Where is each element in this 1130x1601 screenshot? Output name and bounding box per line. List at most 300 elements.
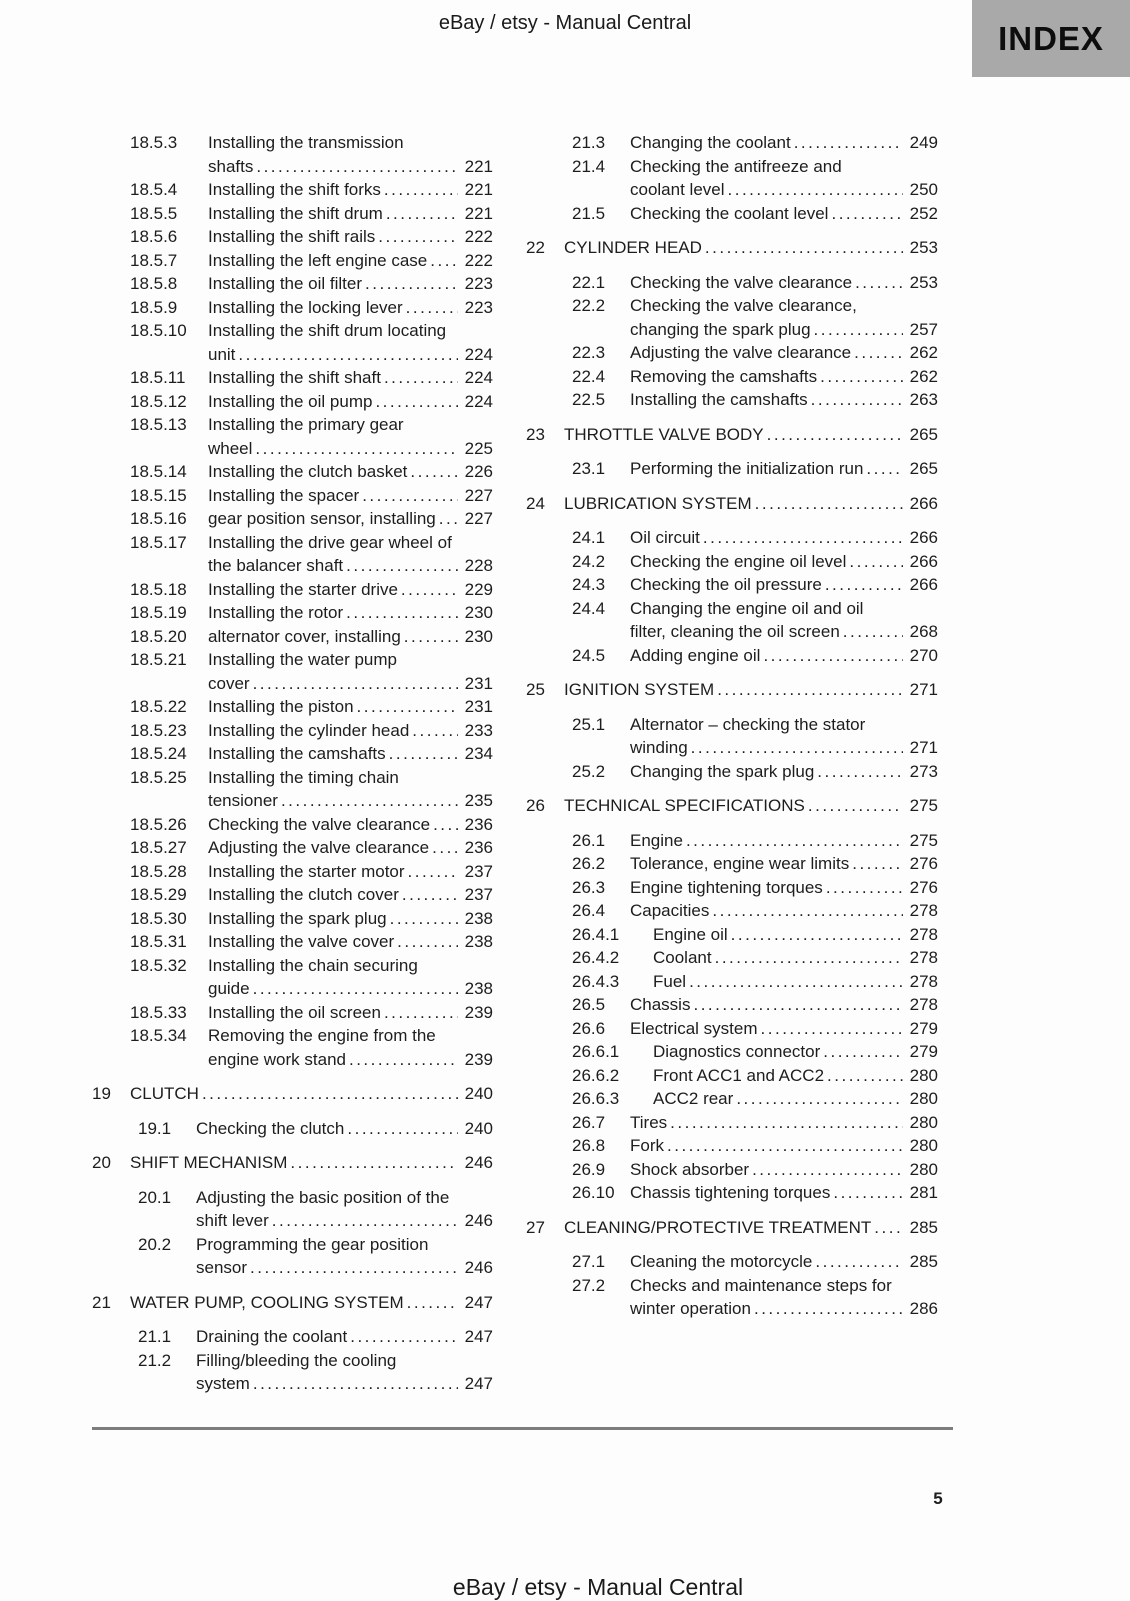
page-number: 5 — [933, 1489, 943, 1508]
entry-title: Checking the coolant level — [630, 203, 829, 223]
toc-entry — [526, 492, 938, 516]
entry-page-ref: 223 — [464, 274, 493, 293]
entry-page-ref: 279 — [909, 1042, 938, 1061]
entry-number: 26.6.3 — [572, 1089, 620, 1108]
dot-leader — [703, 526, 903, 550]
entry-page-ref: 230 — [464, 626, 493, 646]
toc-entry — [92, 742, 493, 766]
entry-title: Capacities — [630, 901, 710, 920]
dot-leader — [272, 1209, 458, 1233]
entry-title: Installing the oil screen — [208, 1002, 381, 1022]
entry-title: Front ACC1 and ACC2 — [653, 1065, 825, 1085]
entry-title: WATER PUMP, COOLING SYSTEM — [130, 1292, 404, 1312]
toc-entry — [526, 946, 938, 970]
entry-page-ref: 271 — [909, 680, 938, 699]
entry-title: Fuel — [653, 971, 687, 991]
toc-entry — [526, 423, 938, 447]
dot-leader — [253, 1372, 458, 1396]
entry-title: Chassis — [630, 995, 691, 1014]
entry-title-line: Changing the engine oil and oil — [630, 598, 864, 618]
toc-entry — [92, 249, 493, 273]
entry-number: 18.5.34 — [130, 1026, 187, 1045]
toc-entry — [92, 366, 493, 390]
toc-entry — [92, 1024, 493, 1071]
entry-title: engine work stand — [208, 1049, 346, 1069]
entry-number: 18.5.13 — [130, 415, 187, 434]
entry-page-ref: 253 — [909, 272, 938, 292]
entry-title: Engine oil — [653, 924, 728, 944]
dot-leader — [350, 1325, 458, 1349]
dot-leader — [281, 789, 458, 813]
toc-entry — [92, 1325, 493, 1349]
dot-leader — [238, 343, 458, 367]
toc-entry — [526, 1216, 938, 1240]
dot-leader — [256, 155, 458, 179]
entry-page-ref: 265 — [909, 459, 938, 478]
entry-title: Installing the locking lever — [208, 297, 403, 317]
entry-title: Installing the shift forks — [208, 180, 381, 199]
dot-leader — [686, 829, 903, 853]
entry-number: 20.2 — [138, 1234, 172, 1254]
entry-number: 22.4 — [572, 366, 606, 386]
toc-entry — [526, 388, 938, 412]
dot-leader — [736, 1087, 903, 1111]
entry-page-ref: 247 — [464, 1327, 493, 1346]
toc-entry — [526, 457, 938, 481]
entry-title: Adjusting the valve clearance — [208, 838, 430, 857]
entry-title-line: Checking the valve clearance, — [630, 296, 857, 315]
entry-page-ref: 235 — [464, 791, 493, 810]
dot-leader — [712, 899, 903, 923]
entry-page-ref: 234 — [464, 744, 493, 763]
entry-number: 21.2 — [138, 1350, 172, 1370]
toc-entry — [92, 296, 493, 320]
toc-entry — [92, 930, 493, 954]
dot-leader — [767, 423, 903, 447]
entry-number: 18.5.8 — [130, 274, 178, 293]
toc-entry — [92, 202, 493, 226]
entry-title: shift lever — [196, 1211, 269, 1230]
toc-entry — [526, 526, 938, 550]
entry-number: 18.5.10 — [130, 321, 187, 340]
entry-number: 18.5.14 — [130, 462, 187, 481]
toc-entry — [526, 876, 938, 900]
dot-leader — [390, 907, 458, 931]
toc-entry — [92, 625, 493, 649]
toc-entry — [526, 202, 938, 226]
entry-number: 24.1 — [572, 528, 606, 547]
entry-page-ref: 275 — [909, 830, 938, 850]
entry-page-ref: 223 — [464, 297, 493, 317]
entry-page-ref: 222 — [464, 250, 493, 270]
entry-page-ref: 280 — [909, 1136, 938, 1155]
entry-page-ref: 231 — [464, 697, 493, 716]
toc-entry — [526, 131, 938, 155]
toc-entry — [526, 236, 938, 260]
entry-title: winter operation — [630, 1299, 751, 1318]
toc-entry — [526, 829, 938, 853]
toc-entry — [526, 923, 938, 947]
entry-page-ref: 266 — [909, 551, 938, 571]
entry-number: 22.2 — [572, 296, 606, 315]
entry-page-ref: 221 — [464, 180, 493, 199]
entry-title: Shock absorber — [630, 1159, 750, 1179]
dot-leader — [826, 876, 903, 900]
dot-leader — [815, 1250, 903, 1274]
entry-number: 24.2 — [572, 551, 606, 571]
entry-number: 21.3 — [572, 133, 606, 152]
index-tab-label: INDEX — [998, 19, 1104, 57]
entry-number: 25.2 — [572, 761, 606, 781]
entry-number: 26.6 — [572, 1018, 606, 1038]
entry-title: winding — [630, 738, 688, 757]
toc-entry — [526, 365, 938, 389]
entry-page-ref: 237 — [464, 885, 493, 904]
entry-page-ref: 278 — [909, 924, 938, 944]
entry-page-ref: 266 — [909, 575, 938, 594]
entry-page-ref: 280 — [909, 1065, 938, 1085]
dot-leader — [849, 550, 903, 574]
entry-number: 26.8 — [572, 1136, 606, 1155]
toc-entry — [92, 954, 493, 1001]
entry-number: 26.4 — [572, 901, 606, 920]
entry-title: Installing the starter drive — [208, 579, 398, 599]
entry-page-ref: 227 — [464, 485, 493, 505]
entry-number: 18.5.19 — [130, 603, 187, 622]
entry-page-ref: 227 — [464, 509, 493, 528]
toc-entry — [92, 766, 493, 813]
entry-page-ref: 271 — [909, 738, 938, 757]
entry-title: THROTTLE VALVE BODY — [564, 424, 764, 444]
entry-number: 22 — [526, 238, 545, 257]
dot-leader — [347, 1117, 458, 1141]
dot-leader — [731, 923, 903, 947]
entry-title: Engine tightening torques — [630, 877, 823, 897]
entry-number: 22.1 — [572, 272, 606, 292]
toc-entry — [526, 1087, 938, 1111]
entry-title: alternator cover, installing — [208, 626, 401, 646]
entry-title: sensor — [196, 1258, 248, 1277]
entry-number: 26.1 — [572, 830, 606, 850]
dot-leader — [432, 836, 458, 860]
entry-number: 26.6.1 — [572, 1042, 620, 1061]
entry-title-line: Installing the primary gear — [208, 415, 404, 434]
toc-entry — [92, 578, 493, 602]
entry-title-line: Adjusting the basic position of the — [196, 1187, 450, 1207]
dot-leader — [752, 1158, 903, 1182]
entry-number: 18.5.15 — [130, 485, 187, 505]
entry-title: Chassis tightening torques — [630, 1183, 831, 1202]
entry-number: 24.5 — [572, 645, 606, 665]
toc-entry — [92, 319, 493, 366]
dot-leader — [407, 1291, 458, 1315]
entry-page-ref: 275 — [909, 796, 938, 815]
dot-leader — [401, 578, 458, 602]
entry-number: 26.9 — [572, 1159, 606, 1179]
dot-leader — [693, 993, 903, 1017]
entry-page-ref: 247 — [464, 1292, 493, 1312]
entry-title: Checking the valve clearance — [630, 272, 853, 292]
dot-leader — [365, 272, 458, 296]
dot-leader — [290, 1151, 458, 1175]
entry-number: 18.5.18 — [130, 579, 187, 599]
entry-title: Checking the oil pressure — [630, 575, 822, 594]
entry-title: Installing the spark plug — [208, 908, 387, 928]
entry-page-ref: 229 — [464, 579, 493, 599]
toc-entry — [92, 507, 493, 531]
entry-page-ref: 279 — [909, 1018, 938, 1038]
entry-page-ref: 252 — [909, 203, 938, 223]
entry-page-ref: 238 — [464, 932, 493, 951]
entry-title: Installing the starter motor — [208, 861, 405, 881]
index-tab — [972, 0, 1130, 77]
entry-title-line: Alternator – checking the stator — [630, 714, 866, 734]
toc-entry — [526, 1017, 938, 1041]
entry-number: 20.1 — [138, 1187, 172, 1207]
toc-entry — [92, 883, 493, 907]
dot-leader — [728, 178, 903, 202]
dot-leader — [794, 131, 903, 155]
entry-title: unit — [208, 344, 236, 364]
entry-page-ref: 278 — [909, 995, 938, 1014]
entry-title: Installing the camshafts — [630, 390, 808, 409]
entry-page-ref: 276 — [909, 877, 938, 897]
dot-leader — [362, 484, 458, 508]
dot-leader — [689, 970, 903, 994]
entry-number: 26.2 — [572, 854, 606, 873]
entry-number: 18.5.3 — [130, 133, 178, 152]
toc-entry — [526, 852, 938, 876]
toc-entry — [526, 760, 938, 784]
entry-number: 18.5.6 — [130, 227, 178, 246]
toc-entry — [92, 390, 493, 414]
entry-number: 18.5.29 — [130, 885, 187, 904]
entry-number: 27 — [526, 1217, 545, 1237]
entry-title: Cleaning the motorcycle — [630, 1252, 813, 1271]
entry-title: LUBRICATION SYSTEM — [564, 493, 752, 513]
toc-entry — [526, 1064, 938, 1088]
entry-title: CLUTCH — [130, 1084, 199, 1103]
entry-number: 18.5.16 — [130, 509, 187, 528]
entry-number: 18.5.31 — [130, 932, 187, 951]
toc-entry — [92, 225, 493, 249]
dot-leader — [820, 365, 903, 389]
toc-entry — [92, 813, 493, 837]
entry-number: 24.3 — [572, 575, 606, 594]
entry-page-ref: 262 — [909, 366, 938, 386]
entry-number: 26.4.2 — [572, 948, 620, 967]
entry-title: gear position sensor, installing — [208, 509, 436, 528]
entry-title-line: Programming the gear position — [196, 1234, 429, 1254]
dot-leader — [823, 1040, 903, 1064]
dot-leader — [386, 202, 458, 226]
entry-number: 18.5.4 — [130, 180, 178, 199]
dot-leader — [808, 794, 903, 818]
dot-leader — [250, 1256, 458, 1280]
dot-leader — [375, 390, 458, 414]
entry-number: 18.5.21 — [130, 650, 187, 669]
entry-number: 18.5.25 — [130, 767, 187, 787]
dot-leader — [439, 507, 458, 531]
dot-leader — [817, 760, 903, 784]
entry-title: ACC2 rear — [653, 1089, 734, 1108]
dot-leader — [378, 225, 458, 249]
dot-leader — [717, 678, 903, 702]
entry-title: IGNITION SYSTEM — [564, 680, 715, 699]
entry-title: Installing the rotor — [208, 603, 344, 622]
dot-leader — [833, 1181, 903, 1205]
toc-entry — [526, 1181, 938, 1205]
toc-entry — [526, 341, 938, 365]
entry-title-line: Checking the antifreeze and — [630, 156, 842, 176]
toc-entry — [92, 1001, 493, 1025]
entry-number: 26 — [526, 796, 545, 815]
dot-leader — [408, 860, 458, 884]
entry-page-ref: 257 — [909, 319, 938, 339]
entry-page-ref: 228 — [464, 556, 493, 575]
entry-title: guide — [208, 979, 250, 998]
dot-leader — [253, 977, 458, 1001]
entry-page-ref: 286 — [909, 1299, 938, 1318]
entry-page-ref: 225 — [464, 438, 493, 458]
entry-page-ref: 262 — [909, 343, 938, 362]
entry-title: Installing the oil filter — [208, 274, 363, 293]
entry-title: wheel — [208, 438, 253, 458]
toc-entry — [92, 695, 493, 719]
entry-page-ref: 278 — [909, 971, 938, 991]
toc-entry — [92, 1151, 493, 1175]
dot-leader — [811, 388, 903, 412]
entry-number: 24 — [526, 493, 545, 513]
toc-entry — [92, 1233, 493, 1280]
dot-leader — [202, 1082, 458, 1106]
toc-entry — [92, 460, 493, 484]
entry-number: 24.4 — [572, 598, 606, 618]
toc-entry — [526, 155, 938, 202]
dot-leader — [384, 1001, 458, 1025]
entry-title: tensioner — [208, 791, 278, 810]
entry-page-ref: 250 — [909, 180, 938, 199]
entry-number: 26.3 — [572, 877, 606, 897]
entry-title: Changing the coolant — [630, 133, 791, 152]
dot-leader — [754, 1297, 903, 1321]
entry-number: 26.4.1 — [572, 924, 620, 944]
entry-number: 18.5.11 — [130, 368, 186, 387]
entry-number: 19.1 — [138, 1118, 172, 1138]
entry-title: CLEANING/PROTECTIVE TREATMENT — [564, 1217, 872, 1237]
header-title: eBay / etsy - Manual Central — [438, 12, 692, 34]
entry-number: 18.5.28 — [130, 861, 187, 881]
entry-page-ref: 280 — [909, 1112, 938, 1132]
toc-entry — [526, 678, 938, 702]
entry-number: 25.1 — [572, 714, 606, 734]
dot-leader — [384, 366, 458, 390]
entry-number: 21.1 — [138, 1327, 172, 1346]
entry-title-line: Installing the timing chain — [208, 767, 399, 787]
entry-page-ref: 246 — [464, 1258, 493, 1277]
entry-page-ref: 280 — [909, 1159, 938, 1179]
entry-page-ref: 270 — [909, 645, 938, 665]
entry-page-ref: 224 — [464, 391, 493, 411]
entry-title: Installing the cylinder head — [208, 720, 410, 740]
toc-entry — [92, 1186, 493, 1233]
toc-entry — [526, 294, 938, 341]
toc-entry — [92, 272, 493, 296]
entry-title: Tires — [630, 1112, 668, 1132]
entry-title: Diagnostics connector — [653, 1042, 821, 1061]
dot-leader — [825, 573, 903, 597]
dot-leader — [874, 1216, 903, 1240]
entry-title: filter, cleaning the oil screen — [630, 622, 840, 641]
entry-number: 18.5.27 — [130, 838, 187, 857]
toc-entry — [526, 1134, 938, 1158]
entry-number: 26.7 — [572, 1112, 606, 1132]
entry-title: Installing the clutch basket — [208, 462, 408, 481]
dot-leader — [384, 178, 458, 202]
entry-title: Tolerance, engine wear limits — [630, 854, 850, 873]
entry-title-line: Filling/bleeding the cooling — [196, 1350, 397, 1370]
footer-divider-line — [92, 1427, 953, 1430]
dot-leader — [866, 457, 903, 481]
entry-title: Draining the coolant — [196, 1327, 348, 1346]
dot-leader — [349, 1048, 458, 1072]
entry-number: 18.5.23 — [130, 720, 187, 740]
toc-entry — [92, 907, 493, 931]
entry-number: 22.5 — [572, 390, 606, 409]
toc-entry — [526, 1040, 938, 1064]
entry-title: Installing the shift shaft — [208, 368, 381, 387]
dot-leader — [814, 318, 903, 342]
toc-entry — [526, 597, 938, 644]
dot-leader — [705, 236, 903, 260]
entry-number: 19 — [92, 1084, 111, 1103]
toc-entry — [92, 1082, 493, 1106]
toc-entry — [92, 131, 493, 178]
toc-column-left — [92, 131, 493, 1396]
entry-title: Fork — [630, 1136, 664, 1155]
dot-leader — [715, 946, 903, 970]
dot-leader — [346, 601, 458, 625]
entry-title: Coolant — [653, 948, 712, 967]
toc-column-right — [526, 131, 938, 1396]
entry-title-line: Removing the engine from the — [208, 1026, 436, 1045]
entry-page-ref: 238 — [464, 979, 493, 998]
dot-leader — [402, 883, 458, 907]
toc-entry — [92, 484, 493, 508]
entry-page-ref: 236 — [464, 838, 493, 857]
dot-leader — [670, 1111, 903, 1135]
entry-title: Installing the valve cover — [208, 932, 395, 951]
dot-leader — [763, 644, 903, 668]
toc-entry — [526, 1250, 938, 1274]
entry-page-ref: 238 — [464, 908, 493, 928]
entry-title: Installing the oil pump — [208, 391, 373, 411]
entry-title-line: Installing the water pump — [208, 650, 397, 669]
entry-page-ref: 247 — [464, 1374, 493, 1393]
entry-page-ref: 222 — [464, 227, 493, 246]
dot-leader — [755, 492, 903, 516]
dot-leader — [357, 695, 458, 719]
entry-title: Adjusting the valve clearance — [630, 343, 852, 362]
dot-leader — [412, 719, 458, 743]
entry-page-ref: 285 — [909, 1217, 938, 1237]
entry-title: Checking the valve clearance — [208, 814, 431, 834]
toc-entry — [92, 413, 493, 460]
entry-number: 21 — [92, 1292, 111, 1312]
entry-page-ref: 263 — [909, 390, 938, 409]
entry-page-ref: 278 — [909, 948, 938, 967]
dot-leader — [389, 742, 458, 766]
